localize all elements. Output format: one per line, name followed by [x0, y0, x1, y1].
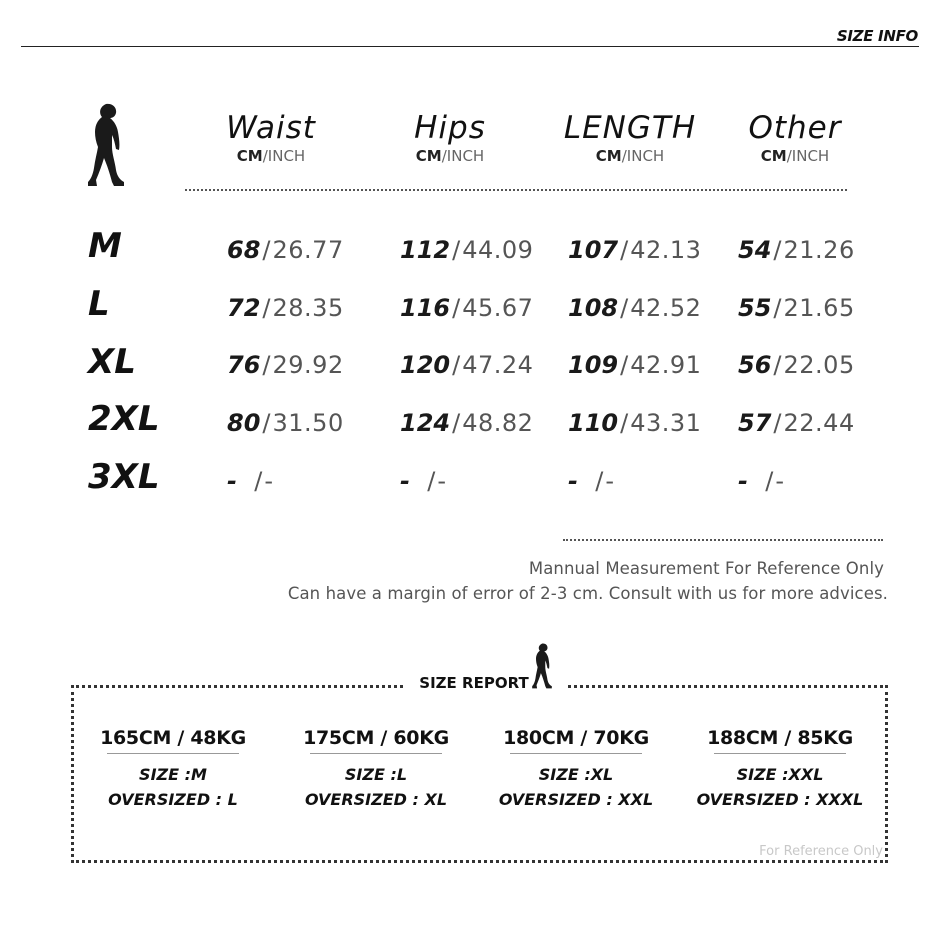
report-underline	[310, 753, 442, 754]
cell-xl-hips: 120/47.24	[400, 351, 534, 379]
report-underline	[107, 753, 239, 754]
cell-2xl-waist: 80/31.50	[227, 409, 344, 437]
cell-l-length: 108/42.52	[568, 294, 702, 322]
header-divider	[185, 189, 847, 191]
column-header-length	[545, 110, 715, 166]
section-title: SIZE INFO	[836, 27, 918, 45]
report-entry	[680, 727, 880, 812]
cell-3xl-waist: - /-	[227, 467, 274, 495]
cell-2xl-other: 57/22.44	[738, 409, 855, 437]
cell-m-hips: 112/44.09	[400, 236, 534, 264]
column-header-other	[710, 110, 880, 166]
column-title: LENGTH	[563, 110, 697, 146]
report-size: SIZE :XXL	[736, 765, 824, 784]
column-unit: CM/INCH	[595, 147, 665, 165]
column-title: Hips	[414, 110, 486, 146]
cell-xl-waist: 76/29.92	[227, 351, 344, 379]
cell-l-hips: 116/45.67	[400, 294, 534, 322]
cell-m-length: 107/42.13	[568, 236, 702, 264]
cell-l-waist: 72/28.35	[227, 294, 344, 322]
cell-xl-other: 56/22.05	[738, 351, 855, 379]
cell-2xl-length: 110/43.31	[568, 409, 702, 437]
header-rule	[21, 46, 919, 47]
column-unit: CM/INCH	[760, 147, 830, 165]
report-size: SIZE :M	[139, 765, 207, 784]
report-height-weight: 165CM / 48KG	[100, 727, 246, 749]
margin-note: Can have a margin of error of 2-3 cm. Consult with us for more advices.	[287, 584, 888, 603]
report-size: SIZE :XL	[538, 765, 614, 784]
report-oversized: OVERSIZED : XXL	[498, 790, 654, 809]
report-underline	[714, 753, 846, 754]
report-height-weight: 180CM / 70KG	[503, 727, 649, 749]
size-label-m: M	[88, 226, 122, 266]
reference-footnote: For Reference Only	[759, 844, 883, 859]
size-report-title: SIZE REPORT	[404, 674, 544, 692]
cell-3xl-length: - /-	[568, 467, 615, 495]
cell-3xl-hips: - /-	[400, 467, 447, 495]
column-unit: CM/INCH	[236, 147, 306, 165]
cell-3xl-other: - /-	[738, 467, 785, 495]
notes-divider	[563, 539, 883, 541]
size-label-3xl: 3XL	[88, 457, 160, 497]
report-height-weight: 175CM / 60KG	[303, 727, 449, 749]
walking-figure-icon	[84, 102, 128, 188]
report-oversized: OVERSIZED : XXXL	[696, 790, 864, 809]
report-size: SIZE :L	[344, 765, 408, 784]
cell-m-other: 54/21.26	[738, 236, 855, 264]
size-label-2xl: 2XL	[88, 399, 160, 439]
report-entry	[276, 727, 476, 812]
report-underline	[510, 753, 642, 754]
report-oversized: OVERSIZED : XL	[304, 790, 448, 809]
size-label-xl: XL	[88, 342, 136, 382]
report-height-weight: 188CM / 85KG	[707, 727, 853, 749]
size-label-l: L	[88, 284, 110, 324]
cell-xl-length: 109/42.91	[568, 351, 702, 379]
report-oversized: OVERSIZED : L	[108, 790, 238, 809]
walking-figure-icon	[530, 642, 554, 690]
column-unit: CM/INCH	[415, 147, 485, 165]
report-entry	[476, 727, 676, 812]
report-entry	[73, 727, 273, 812]
cell-2xl-hips: 124/48.82	[400, 409, 534, 437]
measurement-note: Mannual Measurement For Reference Only	[528, 559, 884, 578]
column-header-waist	[186, 110, 356, 166]
column-title: Waist	[226, 110, 316, 146]
column-header-hips	[365, 110, 535, 166]
cell-l-other: 55/21.65	[738, 294, 855, 322]
column-title: Other	[748, 110, 842, 146]
cell-m-waist: 68/26.77	[227, 236, 344, 264]
